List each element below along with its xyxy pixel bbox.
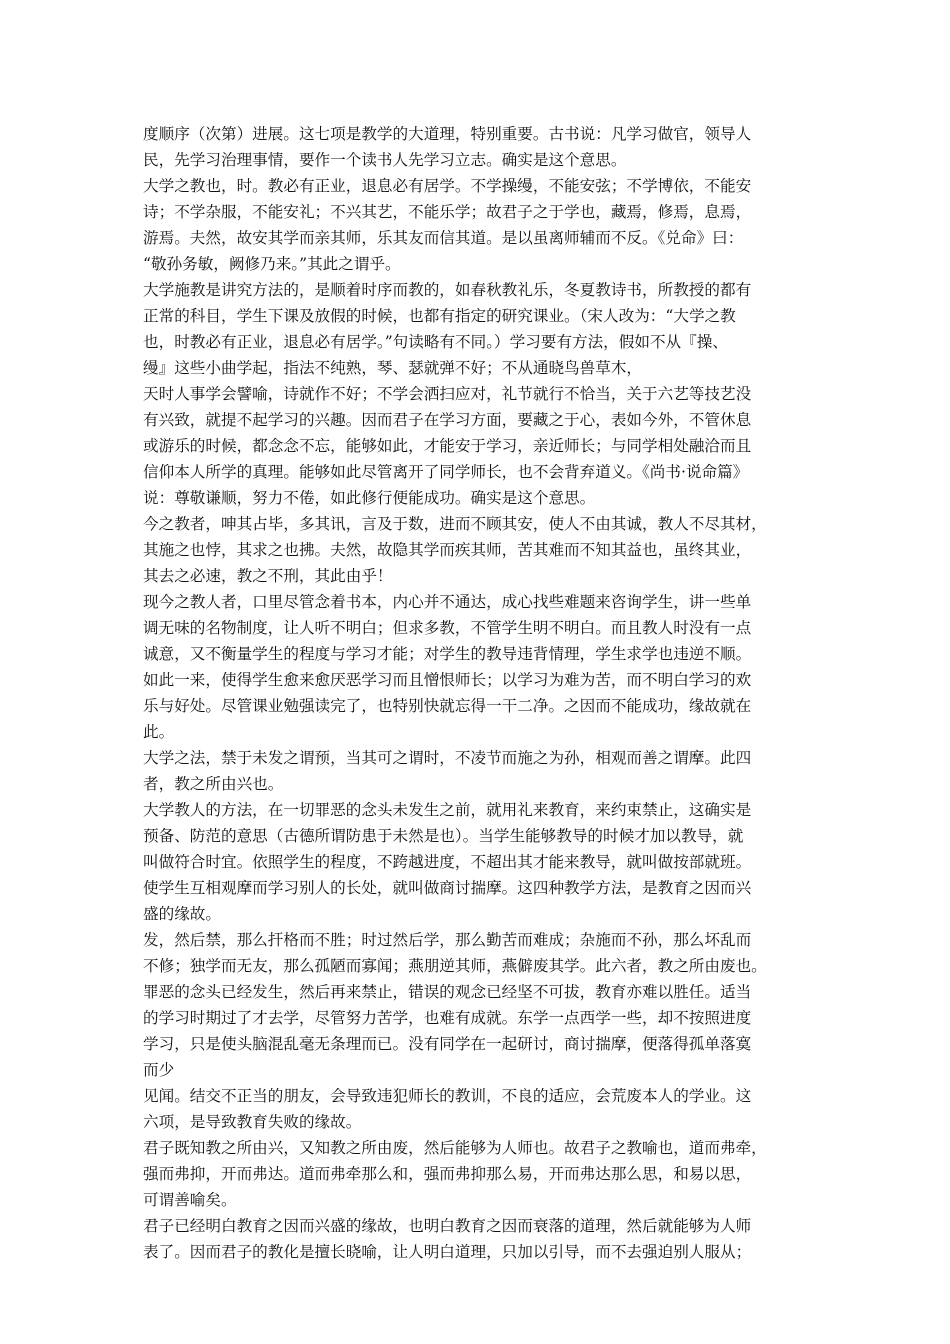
text-line: “敬孙务敏，阙修乃来。”其此之谓乎。 (143, 255, 401, 273)
text-line: 君子既知教之所由兴，又知教之所由废，然后能够为人师也。故君子之教喻也，道而弗牵， (143, 1139, 767, 1157)
text-line: 信仰本人所学的真理。能够如此尽管离开了同学师长，也不会背弃道义。《尚书·说命篇》 (143, 463, 749, 481)
text-line: 发，然后禁，那么扞格而不胜；时过然后学，那么勤苦而难成；杂施而不孙，那么坏乱而 (143, 931, 752, 949)
text-line: 天时人事学会譬喻，诗就作不好；不学会洒扫应对，礼节就行不恰当，关于六艺等技艺没 (143, 385, 752, 403)
text-line: 者，教之所由兴也。 (143, 775, 284, 793)
text-line: 盛的缘故。 (143, 905, 221, 923)
text-line: 使学生互相观摩而学习别人的长处，就叫做商讨揣摩。这四种教学方法，是教育之因而兴 (143, 879, 752, 897)
text-line: 度顺序（次第）进展。这七项是教学的大道理，特别重要。古书说：凡学习做官，领导人 (143, 125, 752, 143)
text-line: 六项，是导致教育失败的缘故。 (143, 1113, 362, 1131)
text-line: 表了。因而君子的教化是擅长晓喻，让人明白道理，只加以引导，而不去强迫别人服从； (143, 1243, 752, 1261)
text-line: 见闻。结交不正当的朋友，会导致违犯师长的教训，不良的适应，会荒废本人的学业。这 (143, 1087, 752, 1105)
text-line: 大学之法，禁于未发之谓预，当其可之谓时，不凌节而施之为孙，相观而善之谓摩。此四 (143, 749, 752, 767)
text-line: 其去之必速，教之不刑，其此由乎！ (143, 567, 393, 585)
text-line: 其施之也悖，其求之也拂。夫然，故隐其学而疾其师，苦其难而不知其益也，虽终其业， (143, 541, 752, 559)
text-line: 也，时教必有正业，退息必有居学。”句读略有不同。）学习要有方法，假如不从『操、 (143, 333, 728, 351)
text-line: 预备、防范的意思（古德所谓防患于未然是也）。当学生能够教导的时候才加以教导，就 (143, 827, 744, 845)
text-line: 强而弗抑，开而弗达。道而弗牵那么和，强而弗抑那么易，开而弗达那么思，和易以思， (143, 1165, 752, 1183)
text-line: 学习，只是使头脑混乱毫无条理而已。没有同学在一起研讨，商讨揣摩，便落得孤单落寞 (143, 1035, 752, 1053)
text-line: 君子已经明白教育之因而兴盛的缘故，也明白教育之因而衰落的道理，然后就能够为人师 (143, 1217, 752, 1235)
text-line: 正常的科目，学生下课及放假的时候，也都有指定的研究课业。（宋人改为：“大学之教 (143, 307, 736, 325)
text-line: 叫做符合时宜。依照学生的程度，不跨越进度，不超出其才能来教导，就叫做按部就班。 (143, 853, 752, 871)
text-line: 诚意，又不衡量学生的程度与学习才能；对学生的教导违背情理，学生求学也违逆不顺。 (143, 645, 752, 663)
text-line: 大学之教也，时。教必有正业，退息必有居学。不学操缦，不能安弦；不学博依，不能安 (143, 177, 752, 195)
text-line: 不修；独学而无友，那么孤陋而寡闻；燕朋逆其师，燕僻废其学。此六者，教之所由废也。 (143, 957, 767, 975)
text-line: 乐与好处。尽管课业勉强读完了，也特别快就忘得一干二净。之因而不能成功，缘故就在 (143, 697, 752, 715)
text-line: 的学习时期过了才去学，尽管努力苦学，也难有成就。东学一点西学一些，却不按照进度 (143, 1009, 752, 1027)
text-line: 有兴致，就提不起学习的兴趣。因而君子在学习方面，要藏之于心，表如今外，不管休息 (143, 411, 752, 429)
text-line: 如此一来，使得学生愈来愈厌恶学习而且憎恨师长；以学习为难为苦，而不明白学习的欢 (143, 671, 752, 689)
text-line: 而少 (143, 1061, 175, 1079)
text-line: 此。 (143, 723, 175, 741)
text-line: 缦』这些小曲学起，指法不纯熟，琴、瑟就弹不好；不从通晓鸟兽草木， (143, 359, 643, 377)
text-line: 游焉。夫然，故安其学而亲其师，乐其友而信其道。是以虽离师辅而不反。《兑命》曰： (143, 229, 744, 247)
text-line: 民，先学习治理事情，要作一个读书人先学习立志。确实是这个意思。 (143, 151, 627, 169)
text-line: 大学施教是讲究方法的，是顺着时序而教的，如春秋教礼乐，冬夏教诗书，所教授的都有 (143, 281, 752, 299)
text-line: 大学教人的方法，在一切罪恶的念头未发生之前，就用礼来教育，来约束禁止，这确实是 (143, 801, 752, 819)
document-body (143, 121, 813, 1265)
text-line: 今之教者，呻其占毕，多其讯，言及于数，进而不顾其安，使人不由其诚，教人不尽其材， (143, 515, 767, 533)
text-line: 现今之教人者，口里尽管念着书本，内心并不通达，成心找些难题来咨询学生，讲一些单 (143, 593, 752, 611)
text-line: 罪恶的念头已经发生，然后再来禁止，错误的观念已经坚不可拔，教育亦难以胜任。适当 (143, 983, 752, 1001)
text-line: 诗；不学杂服，不能安礼；不兴其艺，不能乐学；故君子之于学也，藏焉，修焉，息焉， (143, 203, 752, 221)
text-line: 调无味的名物制度，让人听不明白；但求多教，不管学生明不明白。而且教人时没有一点 (143, 619, 752, 637)
text-line: 说：尊敬谦顺，努力不倦，如此修行便能成功。确实是这个意思。 (143, 489, 596, 507)
text-line: 可谓善喻矣。 (143, 1191, 237, 1209)
text-line: 或游乐的时候，都念念不忘，能够如此，才能安于学习，亲近师长；与同学相处融洽而且 (143, 437, 752, 455)
